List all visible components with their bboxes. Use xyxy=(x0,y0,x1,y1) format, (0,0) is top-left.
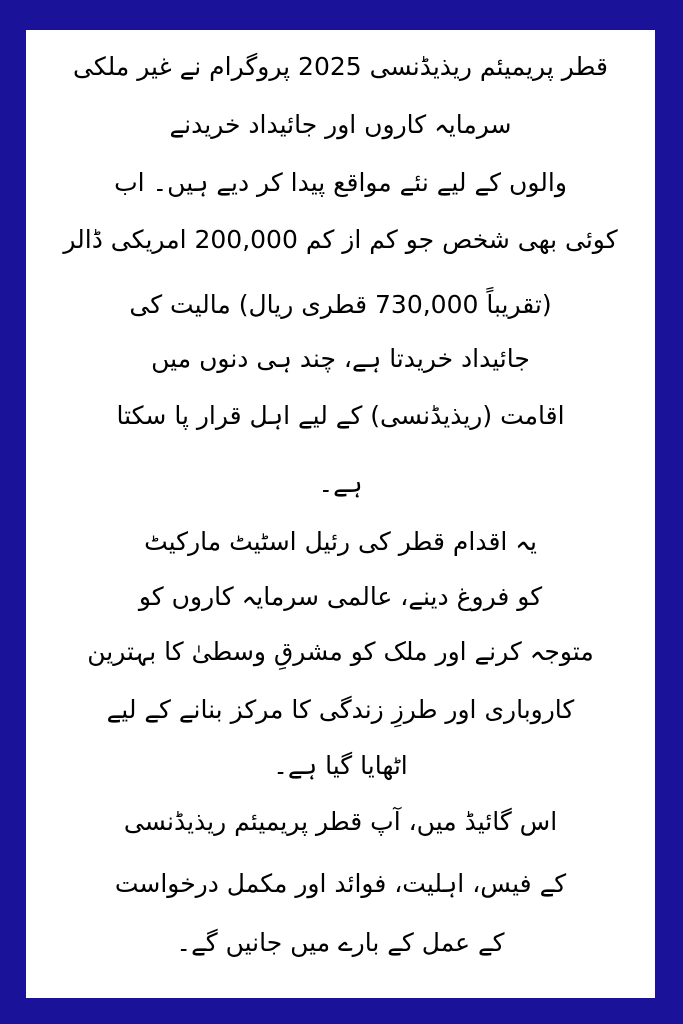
paragraph-line: سرمایہ کاروں اور جائیداد خریدنے xyxy=(169,110,512,139)
paragraph-line: والوں کے لیے نئے مواقع پیدا کر دیے ہیں۔ اب xyxy=(114,168,567,197)
paragraph-line: کوئی بھی شخص جو کم از کم 200,000 امریکی ڈالر xyxy=(63,225,618,254)
paragraph-line: (تقریباً 730,000 قطری ریال) مالیت کی xyxy=(129,290,552,319)
paragraph-line: کے فیس، اہلیت، فوائد اور مکمل درخواست xyxy=(114,869,567,898)
document-page xyxy=(26,30,655,998)
paragraph-line: اٹھایا گیا ہے۔ xyxy=(273,751,408,780)
paragraph-line: اقامت (ریذیڈنسی) کے لیے اہل قرار پا سکتا xyxy=(116,401,565,430)
paragraph-line: اس گائیڈ میں، آپ قطر پریمیئم ریذیڈنسی xyxy=(123,807,558,836)
paragraph-line: متوجہ کرنے اور ملک کو مشرقِ وسطیٰ کا بہترین xyxy=(87,637,594,666)
paragraph-line: کے عمل کے بارے میں جانیں گے۔ xyxy=(176,928,505,957)
paragraph-line: قطر پریمیئم ریذیڈنسی 2025 پروگرام نے غیر ملکی xyxy=(72,52,608,81)
paragraph-line: یہ اقدام قطر کی رئیل اسٹیٹ مارکیٹ xyxy=(144,527,537,556)
paragraph-line: جائیداد خریدتا ہے، چند ہی دنوں میں xyxy=(151,344,530,373)
paragraph-line: ہے۔ xyxy=(318,469,363,498)
paragraph-line: کاروباری اور طرزِ زندگی کا مرکز بنانے کے لیے xyxy=(106,695,575,724)
paragraph-line: کو فروغ دینے، عالمی سرمایہ کاروں کو xyxy=(138,582,543,611)
